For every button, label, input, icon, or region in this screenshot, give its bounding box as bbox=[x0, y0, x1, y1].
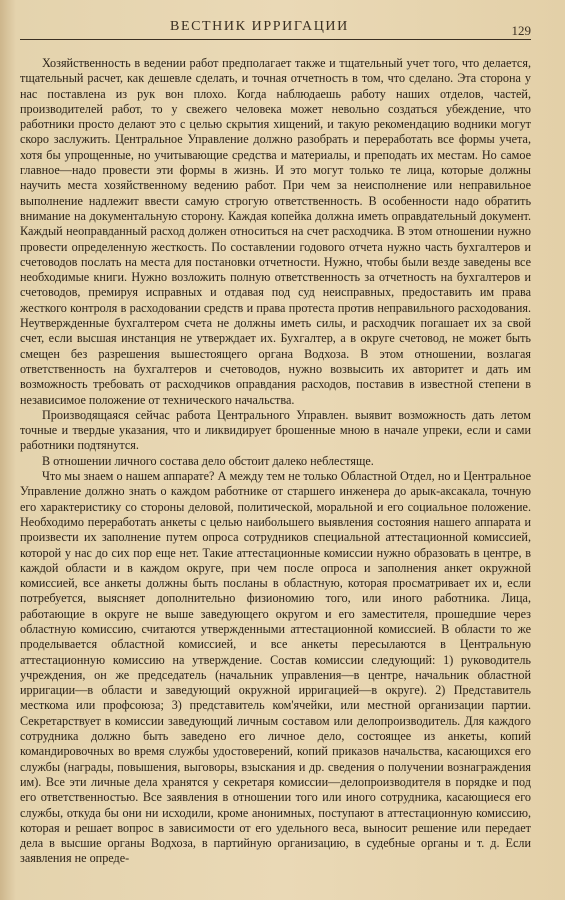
running-header bbox=[20, 0, 531, 40]
paragraph-accounting: Хозяйственность в ведении работ предполагает также и тщательный учет того, что делается, тщательный расчет, как дешевле сделать, и точная отчетность в том, что сделано. Эта сторона у нас поставлена из рук вон плохо. Когда наблюдаешь работу наших отделов, частей, производителей работ, то у свежего человека может невольно создаться убеждение, что работники просто делают это с целью скрытия хищений, и такую рекомендацию водники могут скоро заслужить. Центральное Управление должно разобрать и переработать все формы учета, хотя бы упрощенные, но учитывающие средства и материалы, и преподать их местам. Но самое главное—надо провести эти формы в жизнь. И это могут только те лица, которые должны научить места хозяйственному ведению работ. При чем за неисполнение или неправильное выполнение надлежит ввести самую строгую ответственность. В особенности надо обратить внимание на документальную сторону. Каждая копейка должна иметь оправдательный документ. Каждый неоправданный расход должен относиться на счет расходчика. В этом отношении нужно провести определенную жесткость. По составлении годового отчета нужно часть бухгалтеров и счетоводов послать на места для постановки отчетности. Нужно, чтобы были везде заведены все необходимые книги. Нужно возложить полную ответственность за отчетность на бухгалтеров и счетоводов, премируя исправных и отдавая под суд неисправных, предоставить им права жесткого контроля в расходовании средств и права протеста против неправильного расходования. Неутвержденные бухгалтером счета не должны иметь силы, и расходчик погашает их за свой счет, если высшая инстанция не утверждает их. Бухгалтер, а в округе счетовод, не может быть смещен без разрешения вышестоящего органа Водхоза. В этом отношении, возлагая ответственность на бухгалтеров и счетоводов, нужно возвысить их авторитет и дать им возможность требовать от расходчиков оправдания расходов, поставив в известной степени в независимое положение от технического начальства. bbox=[20, 56, 531, 407]
article-body bbox=[20, 40, 531, 867]
header-rule bbox=[20, 39, 531, 40]
paragraph-personnel-intro: В отношении личного состава дело обстоит далеко неблестяще. bbox=[42, 453, 374, 468]
page-number: 129 bbox=[511, 23, 531, 38]
paragraph-central-directorate: Производящаяся сейчас работа Центрального Управлен. выявит возможность дать летом точные и твердые указания, что и ликвидирует брошенные мною в начале упреки, если и сами работники подтянутся. bbox=[20, 407, 531, 453]
journal-title: ВЕСТНИК ИРРИГАЦИИ bbox=[170, 19, 349, 34]
paragraph-attestation: Что мы знаем о нашем аппарате? А между тем не только Областной Отдел, но и Центральное Управление должно знать о каждом работнике от старшего инженера до арык-аксакала, точную его характеристику со стороны деловой, политической, моральной и его социальное положение. Необходимо переработать анкеты с целью наибольшего выявления состояния нашего аппарата и произвести их заполнение путем опроса сотрудников специальной аттестационной комиссией, которой у нас до сих пор еще нет. Такие аттестационные комиссии нужно образовать в центре, в каждой области и в каждом округе, при чем после опроса и заполнения анкет окружной комиссией, все анкеты должны быть посланы в областную, которая просматривает их и, если потребуется, выясняет дополнительно физиономию того, или иного работника. Лица, работающие в округе не выше заведующего округом и его заместителя, прошедшие через областную комиссию, считаются утвержденными аттестационной комиссией. В области то же проделывается областной комиссией, и все анкеты пересылаются в Центральную аттестационную комиссию на утверждение. Состав комиссии следующий: 1) руководитель учреждения, он же председатель (начальник управления—в центре, начальник областной ирригации—в области и заведующий окружной ирригацией—в округе). 2) Представитель месткома или профсоюза; 3) представитель ком'ячейки, или местной организации партии. Секретарствует в комиссии заведующий личным составом или делопроизводитель. Для каждого сотрудника должно быть заведено его личное дело, состоящее из анкеты, копий командировочных во время службы удостоверений, копий приказов начальства, касающихся его службы (награды, повышения, выговоры, взыскания и др. сведения о получении вознаграждения им). Все эти личные дела хранятся у секретаря комиссии—делопроизводителя в порядке и под его ответственностью. Все заявления в отношении того или иного сотрудника, касающиеся его службы, откуда бы они ни исходили, кроме анонимных, поступают в аттестационную комиссию, которая и решает вопрос в зависимости от его удельного веса, выносит решение или передает дела в высшие органы Водхоза, в партийную организацию, в судебные органы и т. д. Если заявления не опреде- bbox=[20, 469, 531, 866]
